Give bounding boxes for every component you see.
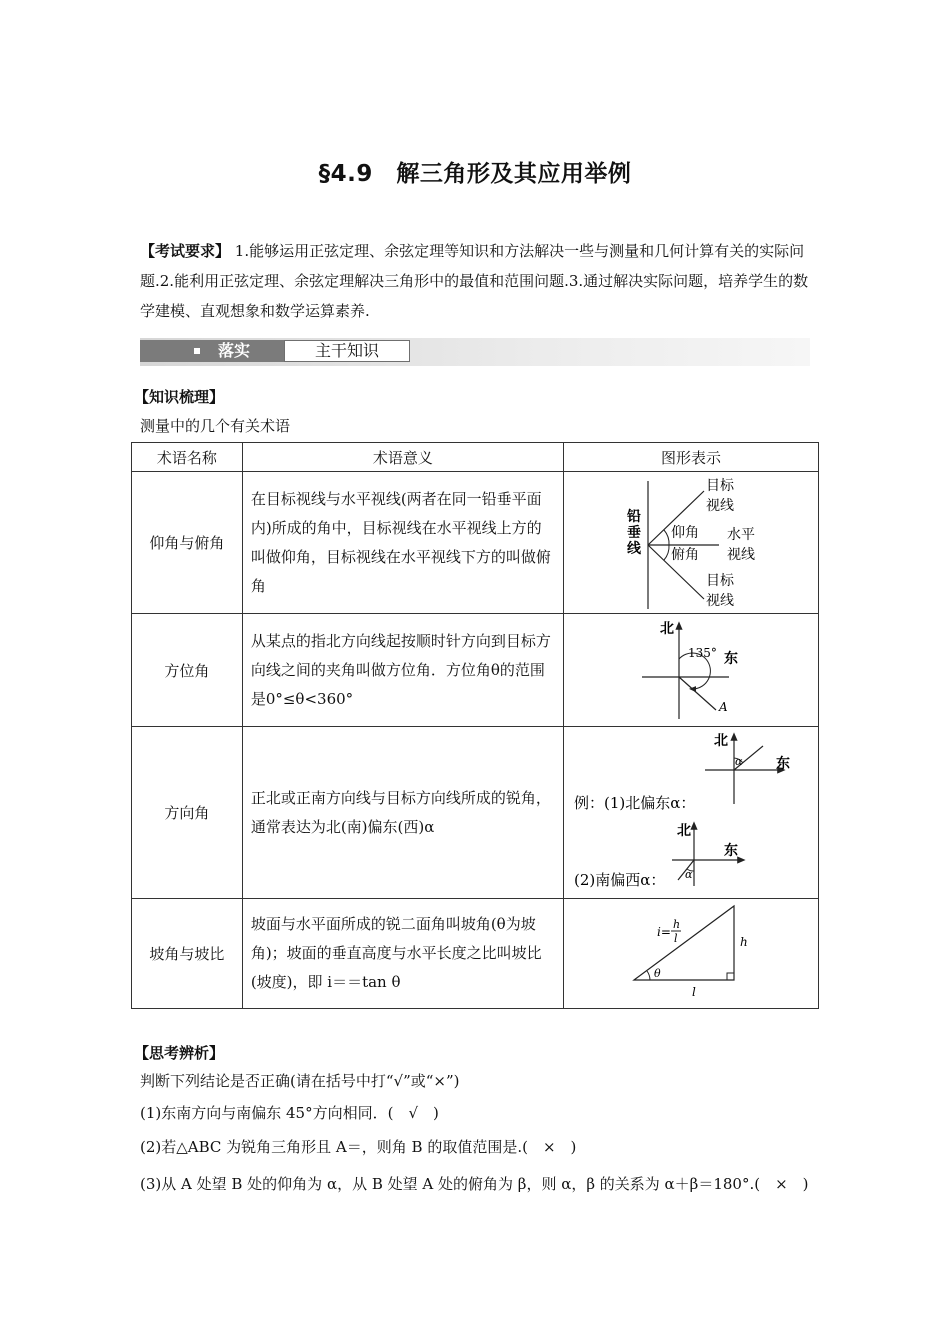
vertical-line-label — [627, 508, 646, 557]
section-banner — [140, 338, 810, 366]
header-name: 术语名称 — [132, 443, 243, 472]
banner-left-label: 落实 — [218, 341, 251, 360]
table-row — [132, 899, 819, 1009]
term-name: 方位角 — [132, 614, 243, 727]
term-meaning: 从某点的指北方向线起按顺时针方向到目标方向线之间的夹角叫做方位角．方位角θ的范围是0°≤θ<360° — [242, 614, 563, 727]
north-label: 北 — [713, 732, 728, 749]
question-1: (1)东南方向与南偏东 45°方向相同．( √ ) — [140, 1104, 439, 1122]
table-row — [132, 614, 819, 727]
thinking-intro: 判断下列结论是否正确(请在括号中打“√”或“×”) — [140, 1072, 460, 1090]
banner-right-label: 主干知识 — [284, 340, 410, 362]
example-2-label: (2)南偏西α： — [573, 870, 666, 889]
target-down-label: 目标 — [705, 572, 734, 589]
direction-figure — [563, 727, 818, 899]
elevation-figure — [563, 472, 818, 614]
term-name: 仰角与俯角 — [132, 472, 243, 614]
slope-figure — [563, 899, 818, 1009]
question-2: (2)若△ABC 为锐角三角形且 A＝，则角 B 的取值范围是.( × ) — [140, 1138, 577, 1156]
ratio-denominator: l — [673, 931, 678, 945]
target-down-label-2: 视线 — [705, 592, 734, 609]
table-row — [132, 472, 819, 614]
table-header-row — [132, 443, 819, 472]
term-meaning: 坡面与水平面所成的锐二面角叫坡角(θ为坡角)；坡面的垂直高度与水平长度之比叫坡比(坡度)，即 i＝＝tan θ — [242, 899, 563, 1009]
elevation-label: 仰角 — [670, 524, 699, 541]
elevation-diagram — [564, 473, 818, 613]
slope-diagram — [564, 900, 818, 1008]
length-label: l — [691, 984, 696, 999]
exam-requirements-text: 1.能够运用正弦定理、余弦定理等知识和方法解决一些与测量和几何计算有关的实际问题.2.能利用正弦定理、余弦定理解决三角形中的最值和范围问题.3.通过解决实际问题，培养学生的数学建模、直观想象和数学运算素养. — [140, 242, 809, 320]
ratio-label: i= — [656, 924, 671, 939]
term-meaning: 正北或正南方向线与目标方向线所成的锐角，通常表达为北(南)偏东(西)α — [242, 727, 563, 899]
angle-label: 135° — [687, 645, 717, 660]
east-label: 东 — [775, 755, 790, 772]
horizontal-label-2: 视线 — [726, 546, 755, 563]
page-title: §4.9 解三角形及其应用举例 — [318, 161, 632, 187]
header-meaning: 术语意义 — [242, 443, 563, 472]
vertical-char-3: 线 — [626, 540, 641, 557]
exam-requirements-label: 【考试要求】 — [140, 242, 231, 260]
term-name: 方向角 — [132, 727, 243, 899]
header-figure: 图形表示 — [563, 443, 818, 472]
knowledge-intro: 测量中的几个有关术语 — [140, 417, 291, 435]
east-label: 东 — [723, 650, 738, 667]
direction-diagram — [564, 728, 818, 898]
term-meaning: 在目标视线与水平视线(两者在同一铅垂平面内)所成的角中，目标视线在水平视线上方的叫做仰角，目标视线在水平视线下方的叫做俯角 — [242, 472, 563, 614]
terms-table — [131, 442, 819, 1009]
table-row — [132, 727, 819, 899]
vertical-char-2: 垂 — [626, 524, 641, 541]
horizontal-label: 水平 — [726, 526, 755, 543]
exam-requirements — [140, 236, 812, 326]
azimuth-figure — [563, 614, 818, 727]
north-label: 北 — [659, 620, 674, 637]
vertical-char-1: 铅 — [626, 508, 641, 525]
north-label-2: 北 — [676, 822, 691, 839]
azimuth-diagram — [564, 615, 818, 726]
term-name: 坡角与坡比 — [132, 899, 243, 1009]
knowledge-heading: 【知识梳理】 — [134, 388, 225, 406]
height-label: h — [739, 934, 748, 949]
east-label-2: 东 — [723, 842, 738, 859]
thinking-heading: 【思考辨析】 — [134, 1044, 225, 1062]
point-a-label: A — [718, 699, 728, 714]
banner-left — [140, 340, 284, 362]
alpha-label-2: α — [684, 867, 693, 881]
depression-label: 俯角 — [670, 546, 699, 563]
alpha-label: α — [734, 754, 743, 768]
target-up-label: 目标 — [705, 477, 734, 494]
target-up-label-2: 视线 — [705, 497, 734, 514]
question-3: (3)从 A 处望 B 处的仰角为 α，从 B 处望 A 处的俯角为 β，则 α，β 的关系为 α＋β＝180°.( × ) — [140, 1175, 809, 1193]
theta-label: θ — [653, 966, 661, 980]
square-bullet-icon — [194, 348, 200, 354]
ratio-numerator: h — [672, 917, 681, 931]
example-1-label: 例：(1)北偏东α： — [573, 793, 696, 812]
